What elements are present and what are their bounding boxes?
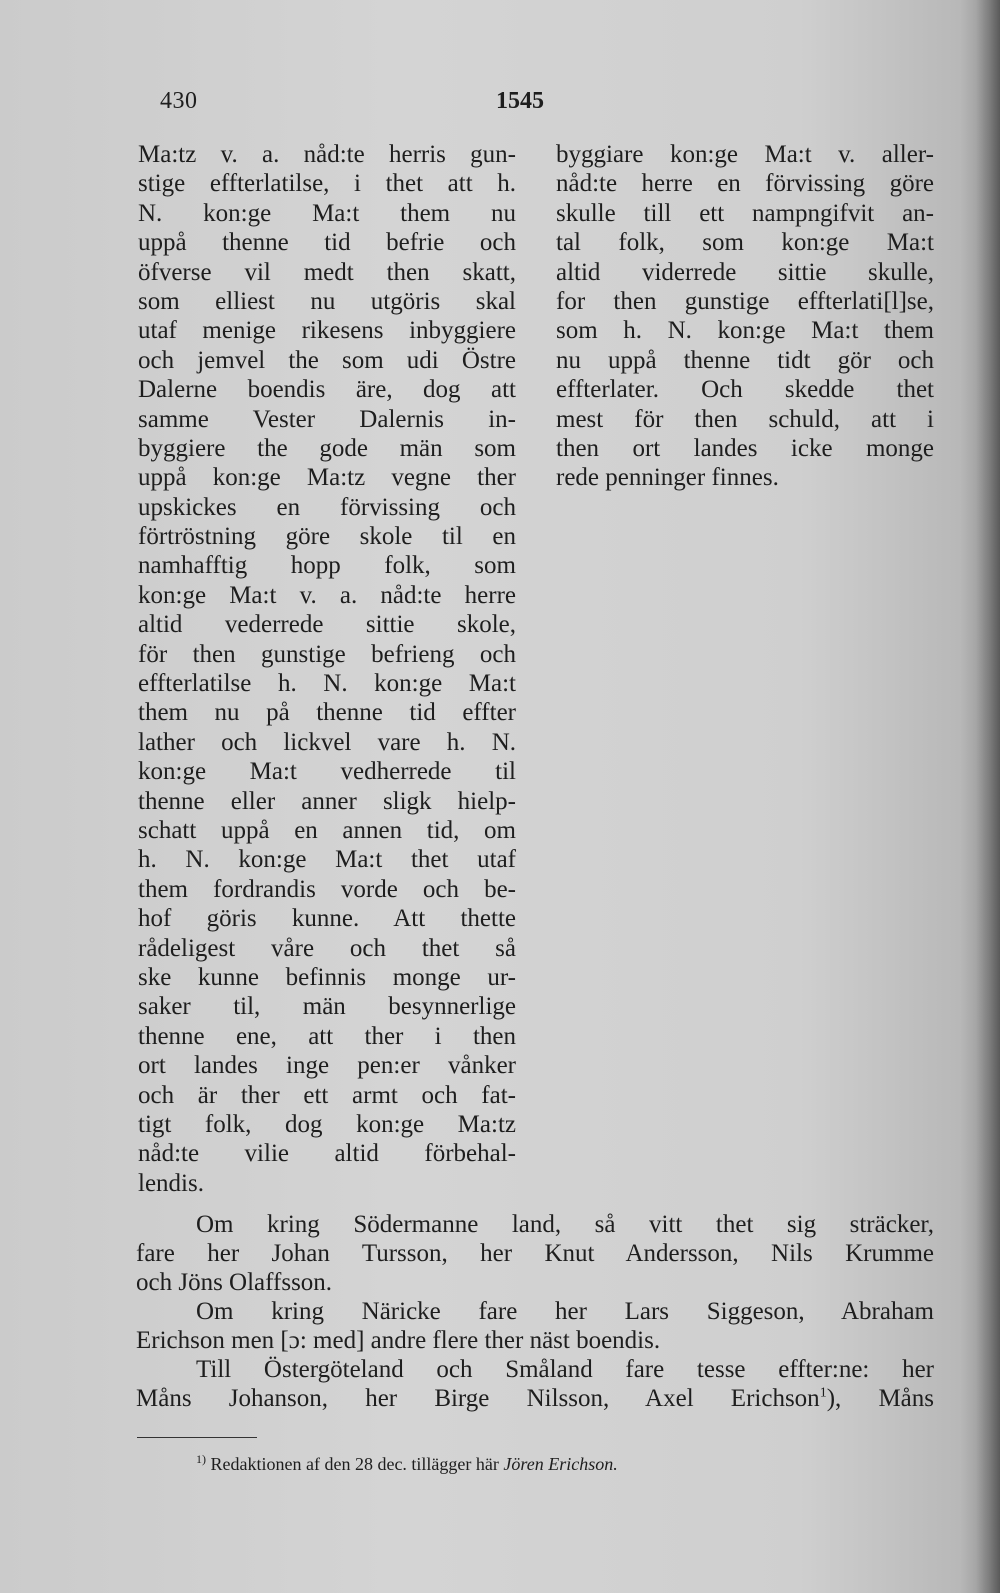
left-line: rådeligest våre och thet så	[138, 934, 516, 962]
left-line: uppå kon:ge Ma:tz vegne ther	[138, 464, 516, 492]
right-line: then ort landes icke monge	[556, 434, 934, 462]
right-line: byggiare kon:ge Ma:t v. aller-	[556, 141, 934, 168]
left-line: för then gunstige befrieng och	[138, 640, 516, 668]
right-line: tal folk, som kon:ge Ma:t	[556, 229, 934, 257]
paragraph-naricke-line: Erichson men [ɔ: med] andre flere ther näst boendis.	[136, 1327, 661, 1354]
left-line: öfverse vil medt then skatt,	[138, 258, 516, 286]
paragraph-ostergotland-tail: ), Måns	[826, 1385, 934, 1412]
left-line: hof göris kunne. Att thette	[138, 905, 516, 933]
footnote-divider	[137, 1437, 257, 1438]
left-line: som elliest nu utgöris skal	[138, 287, 516, 315]
right-line: nu uppå thenne tidt gör och	[556, 346, 934, 374]
left-line: kon:ge Ma:t vedherrede til	[138, 758, 516, 786]
left-line: och är ther ett armt och fat-	[138, 1081, 516, 1109]
footnote	[196, 1452, 618, 1475]
paragraph-ostergotland-line: Till Östergöteland och Småland fare tesse effter:ne: her	[196, 1356, 934, 1383]
left-line: Dalerne boendis äre, dog att	[138, 376, 516, 404]
right-line: rede penninger finnes.	[556, 464, 779, 492]
paragraph-naricke-line: Om kring Näricke fare her Lars Siggeson, Abraham	[196, 1298, 934, 1325]
left-line: them nu på thenne tid effter	[138, 699, 516, 727]
page-edge-shadow	[976, 0, 1000, 1593]
page-number: 430	[160, 88, 198, 114]
right-line: skulle till ett nampngifvit an-	[556, 199, 934, 227]
left-line: lendis.	[138, 1169, 204, 1197]
footnote-mark: 1)	[196, 1452, 206, 1466]
left-line: lather och lickvel vare h. N.	[138, 728, 516, 756]
paragraph-sodermanland-line: och Jöns Olaffsson.	[136, 1269, 333, 1296]
left-line: förtröstning göre skole til en	[138, 523, 516, 551]
left-line: kon:ge Ma:t v. a. nåd:te herre	[138, 581, 516, 609]
left-line: tigt folk, dog kon:ge Ma:tz	[138, 1110, 516, 1138]
left-line: samme Vester Dalernis in-	[138, 405, 516, 433]
left-line: schatt uppå en annen tid, om	[138, 816, 516, 844]
footnote-name: Jören Erichson.	[503, 1454, 618, 1474]
left-line: namhafftig hopp folk, som	[138, 552, 516, 580]
right-line: nåd:te herre en förvissing göre	[556, 170, 934, 198]
right-column	[556, 140, 934, 493]
left-line: utaf menige rikesens inbyggiere	[138, 317, 516, 345]
left-line: thenne eller anner sligk hielp-	[138, 787, 516, 815]
footnote-text: Redaktionen af den 28 dec. tillägger här	[210, 1454, 499, 1474]
full-width-text	[136, 1210, 934, 1413]
right-line: som h. N. kon:ge Ma:t them	[556, 317, 934, 345]
left-line: altid vederrede sittie skole,	[138, 611, 516, 639]
paragraph-ostergotland-text: Måns Johanson, her Birge Nilsson, Axel Erichson	[136, 1385, 820, 1412]
left-line: saker til, män besynnerlige	[138, 993, 516, 1021]
left-column	[138, 140, 516, 1198]
footnote-reference[interactable]: 1	[819, 1385, 827, 1401]
left-line: nåd:te vilie altid förbehal-	[138, 1140, 516, 1168]
left-line: ort landes inge pen:er vånker	[138, 1052, 516, 1080]
left-line: thenne ene, att ther i then	[138, 1022, 516, 1050]
left-line: N. kon:ge Ma:t them nu	[138, 199, 516, 227]
left-line: Ma:tz v. a. nåd:te herris gun-	[138, 141, 516, 168]
paragraph-ostergotland-line	[136, 1384, 934, 1413]
left-line: och jemvel the som udi Östre	[138, 346, 516, 374]
right-line: effterlater. Och skedde thet	[556, 376, 934, 404]
left-line: stige effterlatilse, i thet att h.	[138, 170, 516, 198]
left-line: upskickes en förvissing och	[138, 493, 516, 521]
left-line: effterlatilse h. N. kon:ge Ma:t	[138, 670, 516, 698]
right-line: mest för then schuld, att i	[556, 405, 934, 433]
paragraph-sodermanland-line: fare her Johan Tursson, her Knut Andersson, Nils Krumme	[136, 1240, 934, 1267]
left-line: them fordrandis vorde och be-	[138, 875, 516, 903]
left-line: h. N. kon:ge Ma:t thet utaf	[138, 846, 516, 874]
right-line: altid viderrede sittie skulle,	[556, 258, 934, 286]
right-line: for then gunstige effterlati[l]se,	[556, 287, 934, 315]
paragraph-sodermanland-line: Om kring Södermanne land, så vitt thet sig sträcker,	[196, 1211, 934, 1238]
left-line: uppå thenne tid befrie och	[138, 229, 516, 257]
left-line: ske kunne befinnis monge ur-	[138, 963, 516, 991]
left-line: byggiere the gode män som	[138, 434, 516, 462]
running-head-year: 1545	[496, 88, 544, 114]
